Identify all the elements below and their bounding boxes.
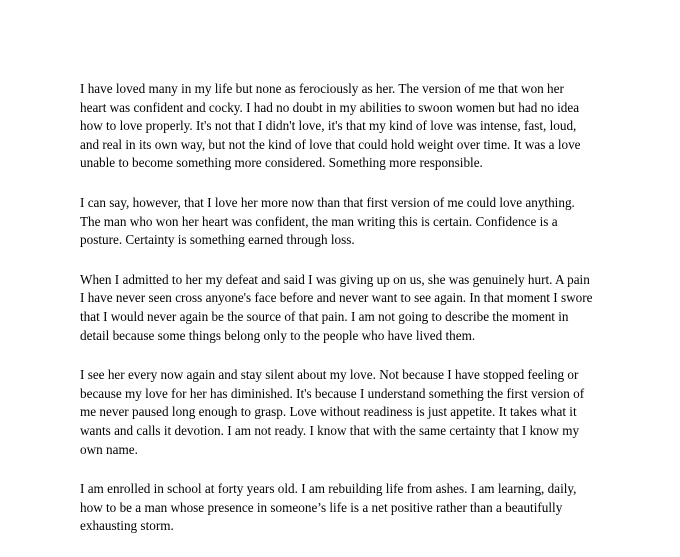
paragraph-line: how to be a man whose presence in someone’s life is a net positive rather than a beautifully — [80, 499, 563, 515]
paragraph-line: I have never seen cross anyone's face before and never want to see again. In that moment I swore — [80, 290, 593, 306]
paragraph-1 — [80, 80, 620, 173]
paragraph-line: I have loved many in my life but none as ferociously as her. The version of me that won her — [80, 81, 564, 96]
paragraph-5 — [80, 480, 620, 536]
paragraph-2 — [80, 194, 620, 250]
paragraph-line: own name. — [80, 441, 138, 457]
paragraph-line: posture. Certainty is something earned through loss. — [80, 232, 355, 248]
paragraph-line: me never paused long enough to grasp. Love without readiness is just appetite. It takes what it — [80, 404, 577, 420]
paragraph-line: because my love for her has diminished. It's because I understand something the first version of — [80, 385, 585, 401]
paragraph-line: detail because some things belong only to the people who have lived them. — [80, 327, 476, 343]
paragraph-line: When I admitted to her my defeat and said I was giving up on us, she was genuinely hurt. A pain — [80, 271, 590, 287]
paragraph-line: and real in its own way, but not the kind of love that could hold weight over time. It was a love — [80, 136, 581, 152]
paragraph-line: that I would never again be the source of that pain. I am not going to describe the moment in — [80, 308, 569, 324]
paragraph-line: I am enrolled in school at forty years old. I am rebuilding life from ashes. I am learning, daily, — [80, 481, 577, 497]
document-body — [80, 80, 620, 557]
paragraph-line: The man who won her heart was confident, the man writing this is certain. Confidence is a — [80, 213, 558, 229]
paragraph-line: unable to become something more considered. Something more responsible. — [80, 155, 483, 171]
paragraph-line: heart was confident and cocky. I had no doubt in my abilities to swoon women but had no idea — [80, 99, 580, 115]
paragraph-line: I see her every now again and stay silent about my love. Not because I have stopped feeling or — [80, 367, 579, 383]
paragraph-3 — [80, 271, 620, 345]
paragraph-line: exhausting storm. — [80, 518, 174, 534]
paragraph-line: how to love properly. It's not that I didn't love, it's that my kind of love was intense, fast, loud, — [80, 118, 577, 134]
paragraph-line: I can say, however, that I love her more now than that first version of me could love anything. — [80, 194, 575, 210]
paragraph-4 — [80, 366, 620, 459]
paragraph-line: wants and calls it devotion. I am not ready. I know that with the same certainty that I know my — [80, 422, 580, 438]
